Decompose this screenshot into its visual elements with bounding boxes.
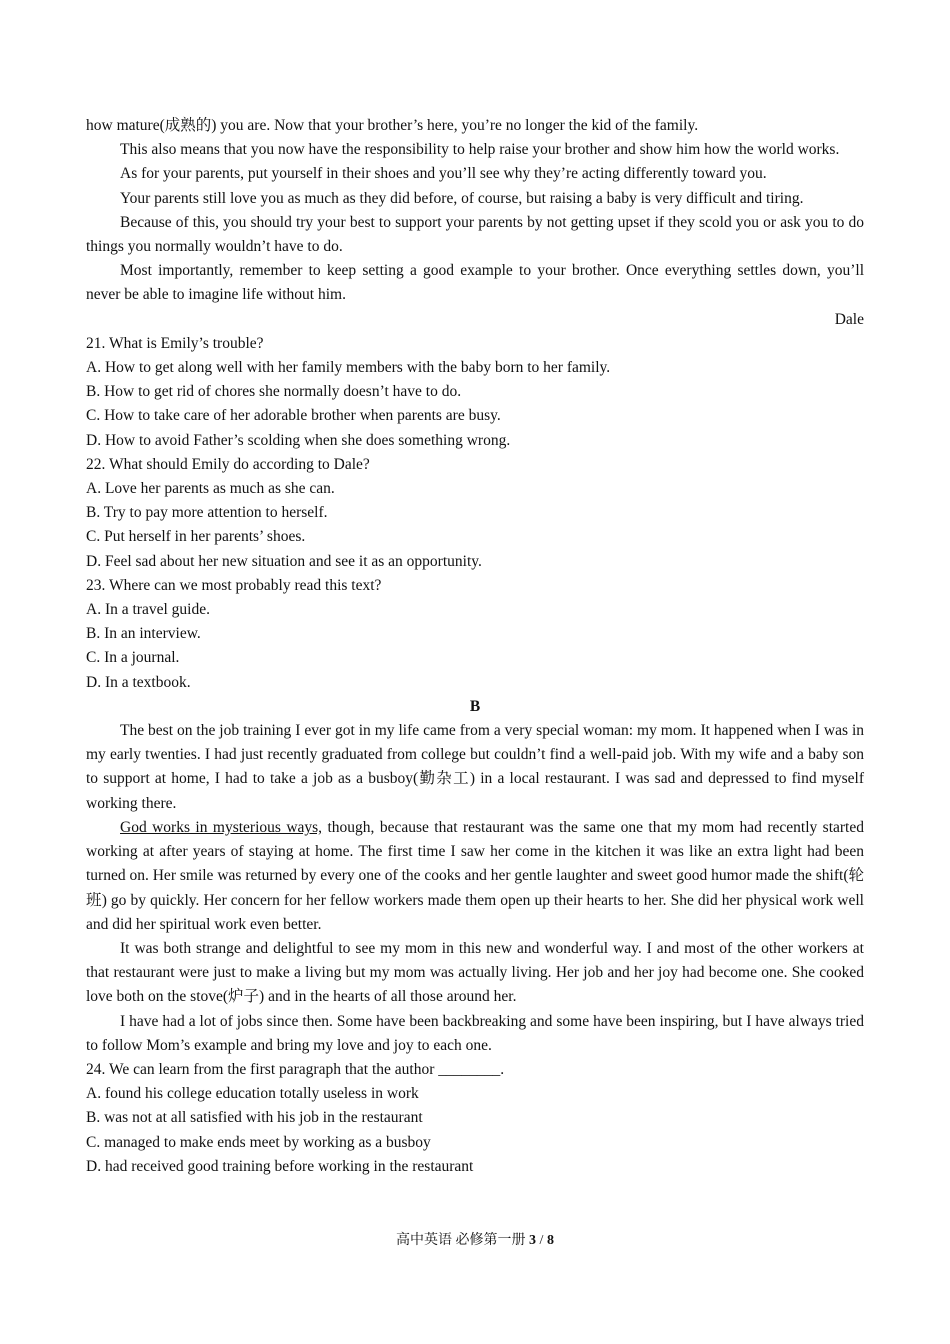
question-stem: 23. Where can we most probably read this text?: [86, 576, 382, 594]
document-page: [86, 114, 864, 1179]
passage-b-paragraph-4: I have had a lot of jobs since then. Some have been backbreaking and some have been inspiring, but I have always tried to follow Mom’s example and bring my love and joy to each one.: [86, 1012, 864, 1054]
passage-a-paragraph-4: Your parents still love you as much as they did before, of course, but raising a baby is very difficult and tiring.: [120, 189, 804, 207]
option-d: D. Feel sad about her new situation and see it as an opportunity.: [86, 552, 482, 570]
option-c: C. Put herself in her parents’ shoes.: [86, 528, 306, 546]
passage-b-paragraph-1: The best on the job training I ever got in my life came from a very special woman: my mom. It happened when I was in my early twenties. I had just recently graduated from college but couldn’t find a well-paid job. With my wife and a baby son to support at home, I had to take a job as a busboy(勤杂工) in a local restaurant. I was sad and depressed to find myself working there.: [86, 722, 864, 812]
option-b: B. was not at all satisfied with his job in the restaurant: [86, 1109, 423, 1127]
section-b-heading: B: [469, 697, 481, 715]
question-23: [86, 574, 864, 695]
paragraph-text: though, because that restaurant was the same one that my mom had recently started working at after years of staying at home. The first time I saw her come in the kitchen it was like an extra light had been turned on. Her smile was returned by every one of the cooks and her gentle laughter and sweet good humor made the shift(轮班) go by quickly. Her concern for her fellow workers made them open up their hearts to her. She did her physical work well and did her spiritual work even better.: [86, 818, 864, 933]
option-c: C. managed to make ends meet by working as a busboy: [86, 1133, 431, 1151]
passage-a-paragraph-2: This also means that you now have the responsibility to help raise your brother and show him how the world works.: [120, 141, 840, 159]
option-b: B. In an interview.: [86, 625, 201, 643]
passage-a-paragraph-1: how mature(成熟的) you are. Now that your brother’s here, you’re no longer the kid of the family.: [86, 117, 699, 134]
option-a: A. found his college education totally useless in work: [86, 1085, 419, 1103]
option-a: A. Love her parents as much as she can.: [86, 480, 335, 498]
question-stem: 21. What is Emily’s trouble?: [86, 334, 264, 352]
passage-a-paragraph-6: Most importantly, remember to keep setting a good example to your brother. Once everything settles down, you’ll never be able to imagine life without him.: [86, 262, 864, 304]
underlined-phrase: God works in mysterious ways,: [120, 818, 323, 836]
option-a: A. In a travel guide.: [86, 601, 210, 619]
option-b: B. How to get rid of chores she normally doesn’t have to do.: [86, 383, 462, 401]
signature: Dale: [834, 310, 864, 328]
page-number: 3: [529, 1233, 537, 1248]
question-21: [86, 332, 864, 453]
page-separator: /: [536, 1233, 547, 1248]
passage-a-paragraph-3: As for your parents, put yourself in their shoes and you’ll see why they’re acting differently toward you.: [120, 165, 767, 183]
question-22: [86, 453, 864, 574]
option-d: D. In a textbook.: [86, 673, 191, 691]
question-24: [86, 1058, 864, 1179]
passage-b-paragraph-2: [86, 816, 864, 937]
footer-title: 高中英语 必修第一册: [396, 1233, 526, 1248]
page-total: 8: [546, 1233, 554, 1248]
option-b: B. Try to pay more attention to herself.: [86, 504, 328, 522]
passage-a-paragraph-5: Because of this, you should try your best to support your parents by not getting upset if they scold you or ask you to do things you normally wouldn’t have to do.: [86, 213, 864, 256]
question-stem: 24. We can learn from the first paragraph that the author ________.: [86, 1060, 505, 1078]
question-stem: 22. What should Emily do according to Dale?: [86, 455, 370, 473]
option-d: D. had received good training before working in the restaurant: [86, 1157, 474, 1175]
passage-b-paragraph-3: It was both strange and delightful to see my mom in this new and wonderful way. I and most of the other workers at that restaurant were just to make a living but my mom was actually living. Her job and her joy had become one. She cooked love both on the stove(炉子) and in the hearts of all those around her.: [86, 939, 864, 1006]
option-a: A. How to get along well with her family members with the baby born to her family.: [86, 359, 611, 377]
page-footer: [0, 1229, 950, 1249]
option-d: D. How to avoid Father’s scolding when she does something wrong.: [86, 431, 511, 449]
option-c: C. How to take care of her adorable brother when parents are busy.: [86, 407, 501, 425]
option-c: C. In a journal.: [86, 649, 180, 667]
